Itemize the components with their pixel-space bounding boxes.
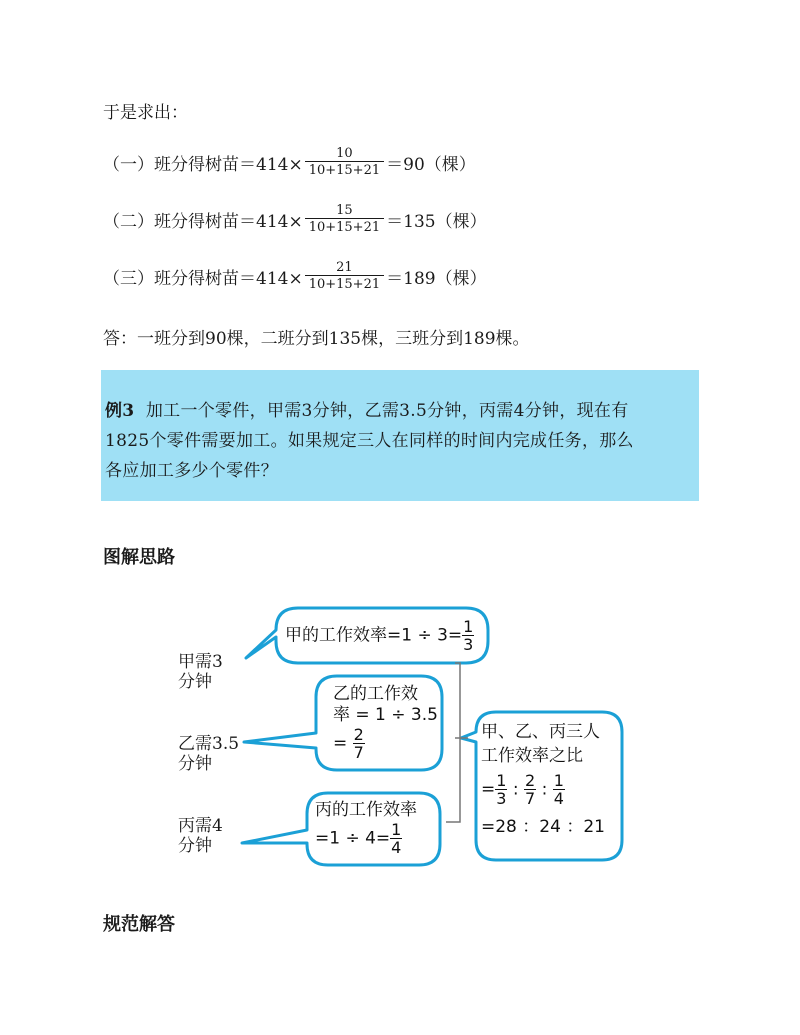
label-line: 乙需3.5 [178,734,240,754]
bubble-b-line-3 [333,726,438,761]
bubble-c-text [315,800,417,856]
numerator: 1 [553,771,564,790]
bubble-c-line-1: 丙的工作效率 [315,800,417,820]
numerator: 2 [524,771,536,790]
bubble-a-label: 甲的工作效率=1 ÷ 3= [285,625,463,646]
section-heading-solution: 规范解答 [103,914,175,935]
bubble-d-ratio [481,772,605,807]
denominator: 10+15+21 [305,218,384,235]
calc-prefix: （一）班分得树苗＝414× [103,154,303,175]
bubble-b-line-2: 率 = 1 ÷ 3.5 [333,705,438,725]
section-heading-diagram: 图解思路 [103,547,175,568]
numerator: 15 [336,203,353,218]
denominator: 7 [353,743,364,762]
numerator: 1 [463,617,474,636]
example-line-3: 各应加工多少个零件？ [105,461,278,481]
bubble-d-line-2: 工作效率之比 [481,746,583,766]
intro-text: 于是求出： [103,103,188,123]
fraction-one-quarter [553,772,565,807]
label-line: 分钟 [178,672,212,692]
denominator: 10+15+21 [305,275,384,292]
fraction-two-sevenths [353,726,365,761]
denominator: 7 [524,789,536,808]
fraction-two-sevenths [524,772,536,807]
denominator: 4 [553,789,564,808]
fraction-one-quarter [390,821,402,856]
numerator: 1 [391,820,402,839]
calc-suffix: ＝90（棵） [386,154,476,175]
label-line: 甲需3 [178,652,223,672]
denominator: 4 [391,838,402,857]
numerator: 2 [353,725,364,744]
bubble-b-text [333,684,438,761]
denominator: 3 [463,635,474,654]
bubble-c-line-2 [315,821,417,856]
label-line: 丙需4 [178,816,223,836]
bubble-d-text [481,720,605,839]
connector-line [446,663,468,822]
numerator: 1 [496,771,507,790]
ratio-result: =28 ：24 ：21 [481,817,605,837]
numerator: 21 [336,260,353,275]
denominator: 3 [496,789,507,808]
fraction-one-third [462,618,474,653]
equals-sign: = [481,779,496,800]
calc-prefix: （二）班分得树苗＝414× [103,211,303,232]
bubble-a-text [285,618,474,653]
answer-text: 答：一班分到90棵，二班分到135棵，三班分到189棵。 [103,329,530,349]
numerator: 10 [336,146,353,161]
label-bing [178,816,223,856]
denominator: 10+15+21 [305,161,384,178]
example-label: 例3 [105,401,135,421]
calc-suffix: ＝135（棵） [386,211,487,232]
label-line: 分钟 [178,754,212,774]
calc-prefix: （三）班分得树苗＝414× [103,268,303,289]
fraction-one-third [495,772,507,807]
example-text-1: 加工一个零件，甲需3分钟，乙需3.5分钟，丙需4分钟，现在有 [145,401,629,421]
calc-suffix: ＝189（棵） [386,268,487,289]
example-line-2: 1825个零件需要加工。如果规定三人在同样的时间内完成任务，那么 [105,431,634,451]
label-line: 分钟 [178,836,212,856]
label-yi [178,734,239,774]
label-jia [178,652,223,692]
ratio-separator: : [512,779,519,800]
bubble-d-line-1: 甲、乙、丙三人 [481,722,600,742]
ratio-separator: : [541,779,548,800]
equals-sign: = [333,733,348,754]
bubble-c-expr: =1 ÷ 4= [315,828,391,849]
bubble-b-line-1: 乙的工作效 [333,684,418,704]
